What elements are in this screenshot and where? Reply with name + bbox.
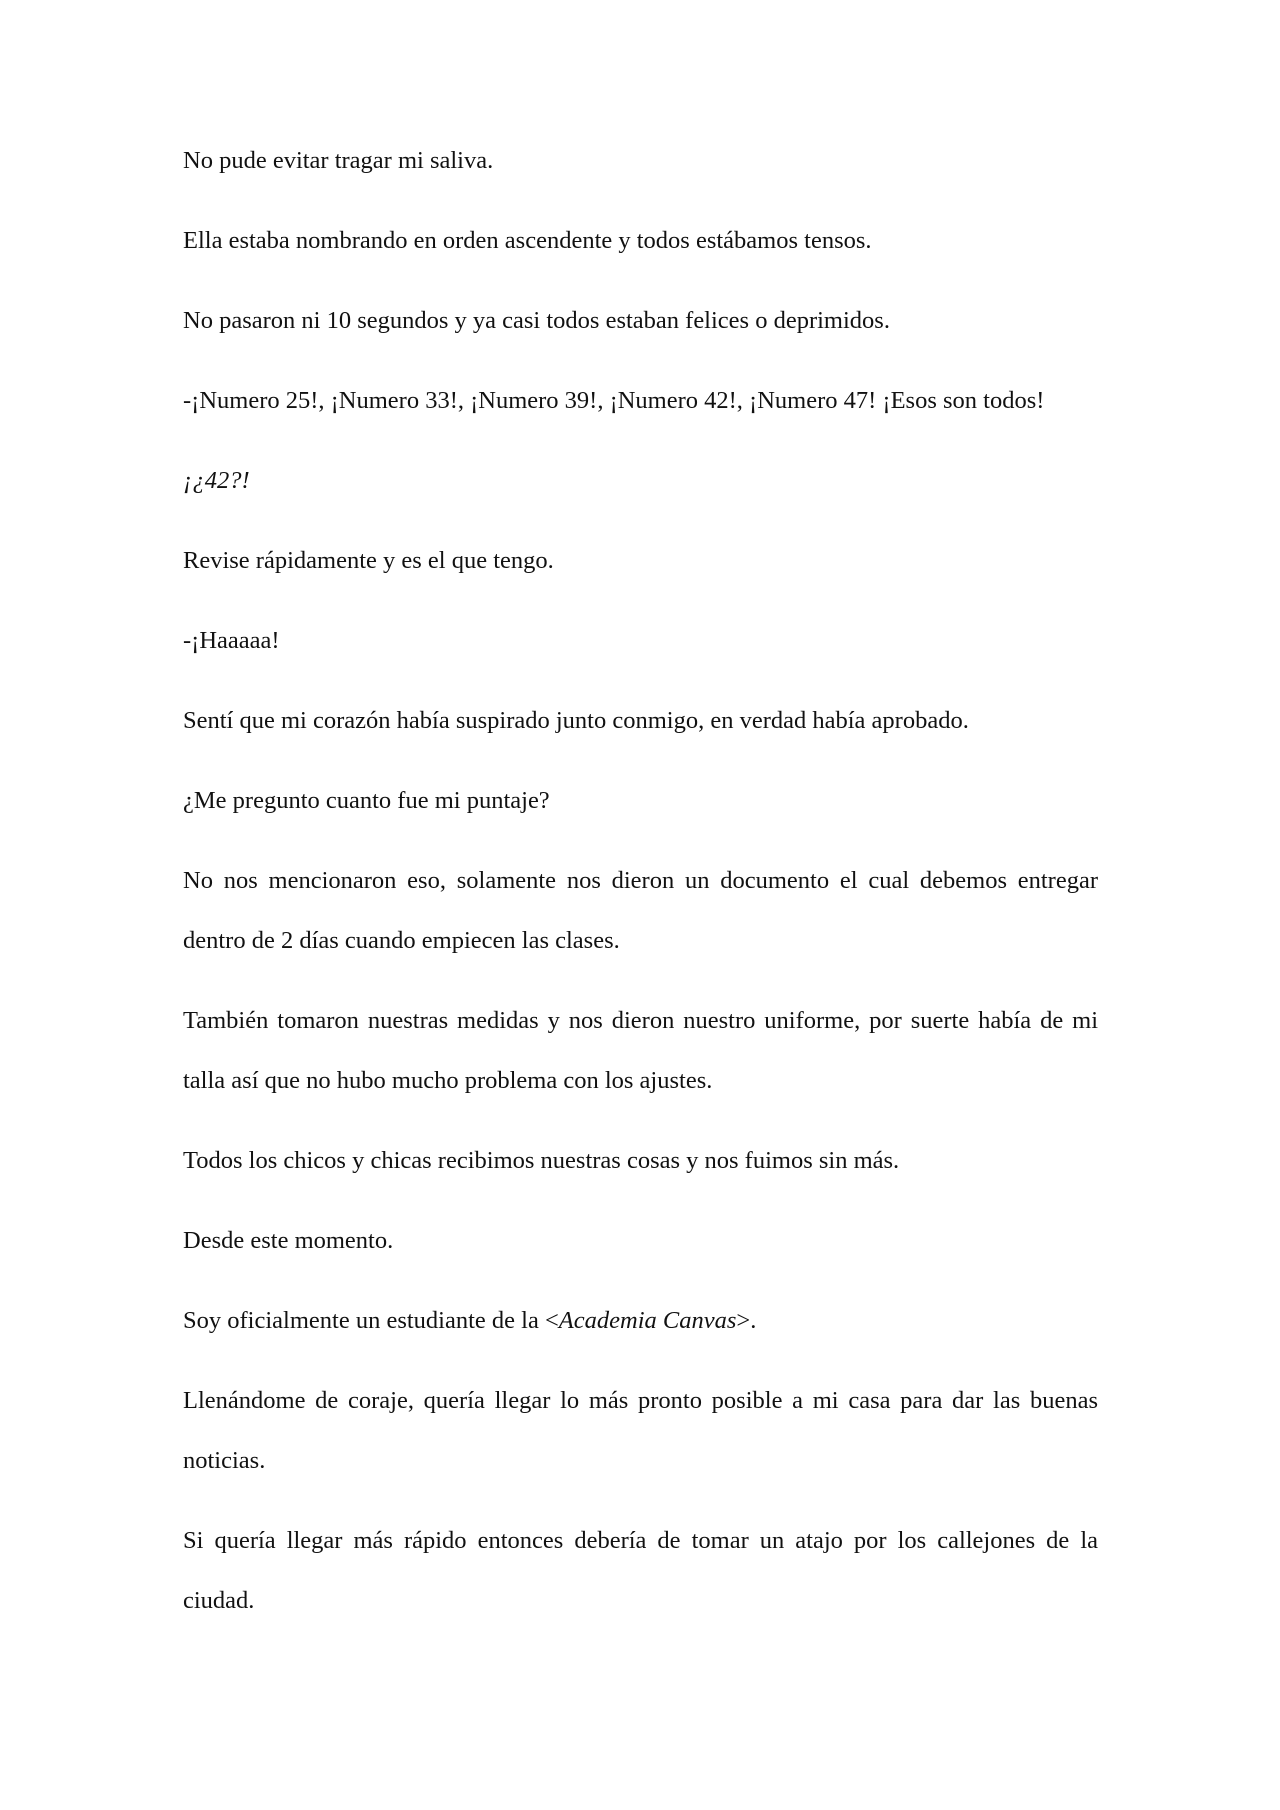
paragraph-14-suffix: .: [750, 1307, 757, 1334]
paragraph-7: -¡Haaaaa!: [183, 627, 280, 654]
paragraph-14: [183, 1306, 1098, 1336]
paragraph-14-open-bracket: <: [544, 1307, 559, 1334]
paragraph-14-close-bracket: >: [736, 1307, 751, 1334]
paragraph-10: No nos mencionaron eso, solamente nos dieron un documento el cual debemos entregar dentro de 2 días cuando empiecen las clases.: [183, 867, 1098, 954]
paragraph-6: Revise rápidamente y es el que tengo.: [183, 547, 554, 574]
paragraph-16: Si quería llegar más rápido entonces debería de tomar un atajo por los callejones de la ciudad.: [183, 1527, 1098, 1614]
academy-name: Academia Canvas: [558, 1307, 737, 1334]
paragraph-3: No pasaron ni 10 segundos y ya casi todos estaban felices o deprimidos.: [183, 307, 890, 334]
paragraph-12: Todos los chicos y chicas recibimos nuestras cosas y nos fuimos sin más.: [183, 1147, 900, 1174]
paragraph-14-prefix: Soy oficialmente un estudiante de la: [183, 1307, 545, 1334]
paragraph-11: También tomaron nuestras medidas y nos dieron nuestro uniforme, por suerte había de mi talla así que no hubo mucho problema con los ajustes.: [183, 1007, 1098, 1094]
paragraph-15: Llenándome de coraje, quería llegar lo más pronto posible a mi casa para dar las buenas noticias.: [183, 1387, 1098, 1474]
paragraph-9: ¿Me pregunto cuanto fue mi puntaje?: [183, 787, 550, 814]
paragraph-1: No pude evitar tragar mi saliva.: [183, 147, 494, 174]
paragraph-4: -¡Numero 25!, ¡Numero 33!, ¡Numero 39!, ¡Numero 42!, ¡Numero 47! ¡Esos son todos!: [183, 387, 1045, 414]
paragraph-13: Desde este momento.: [183, 1227, 394, 1254]
text-body: [183, 146, 1098, 1666]
paragraph-5-thought: ¡¿42?!: [183, 467, 250, 494]
paragraph-2: Ella estaba nombrando en orden ascendente y todos estábamos tensos.: [183, 227, 872, 254]
paragraph-8: Sentí que mi corazón había suspirado junto conmigo, en verdad había aprobado.: [183, 707, 969, 734]
